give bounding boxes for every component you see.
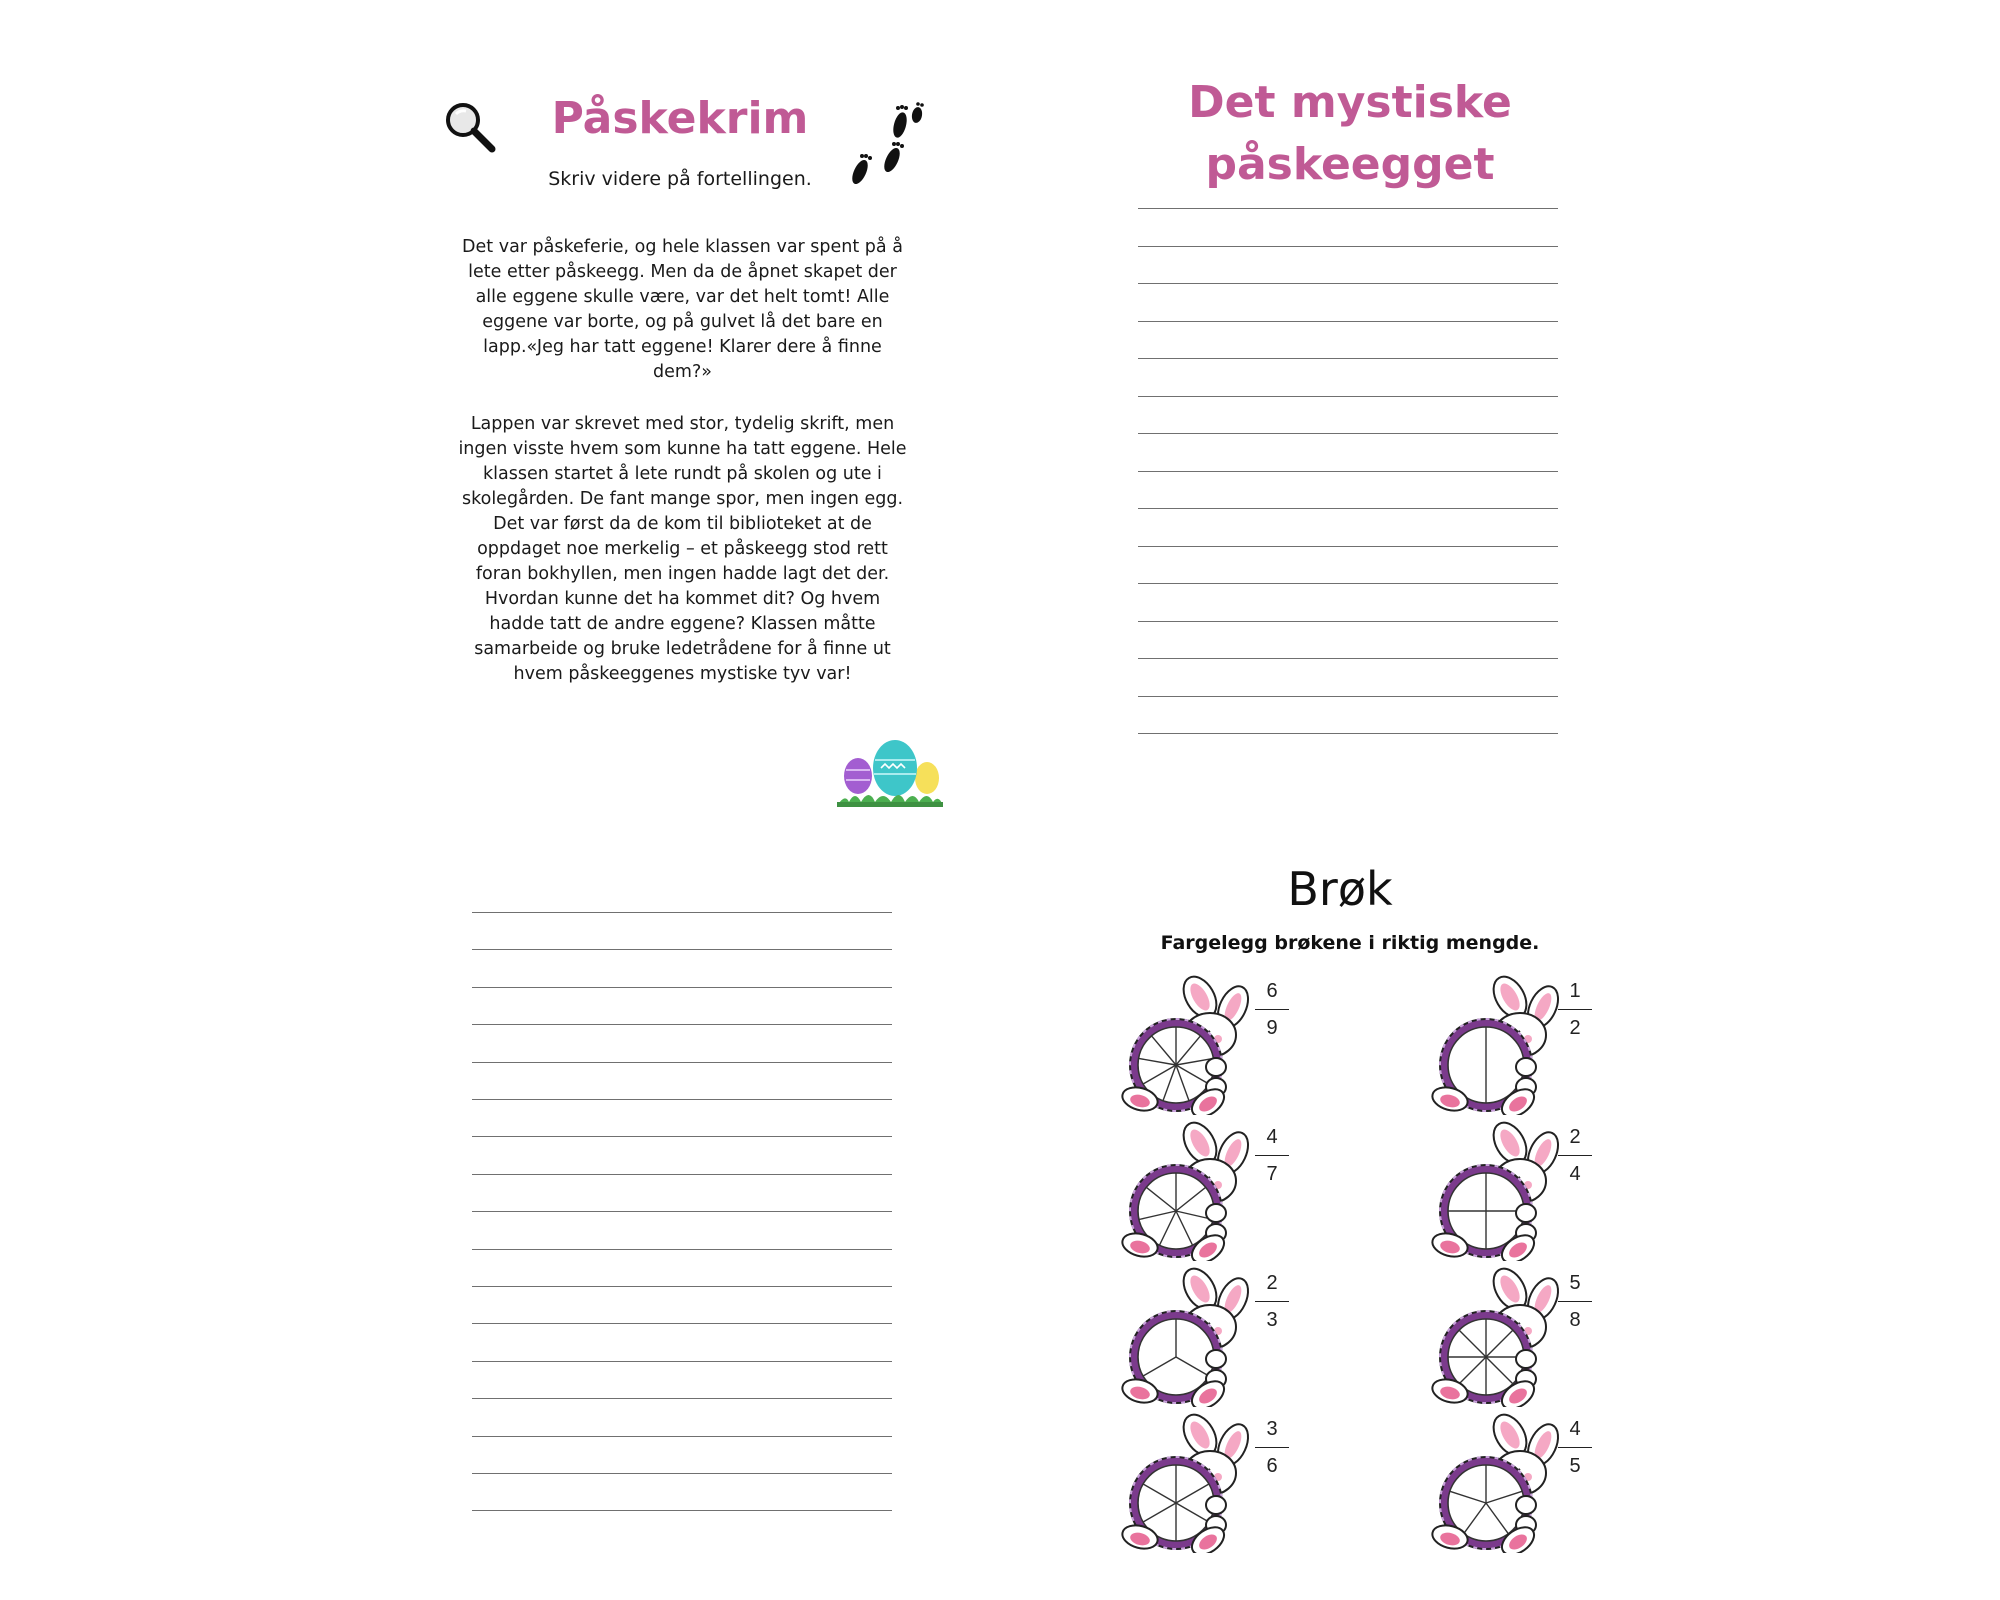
bunny-fraction-circle-icon[interactable]	[1428, 1267, 1568, 1407]
magnifier-icon	[440, 98, 500, 158]
fraction-bar	[1255, 1301, 1289, 1302]
writing-line[interactable]	[472, 1436, 892, 1437]
fraction-bar	[1255, 1447, 1289, 1448]
fraction-denominator: 8	[1569, 1309, 1581, 1331]
writing-line[interactable]	[1138, 583, 1558, 584]
writing-line[interactable]	[1138, 283, 1558, 284]
story-paragraph-2: Lappen var skrevet med stor, tydelig skrift, men ingen visste hvem som kunne ha tatt eggene. Hele klassen startet å lete rundt på skolen og ute i skolegården. De fant mange spor, men ingen egg. Det var først da de kom til biblioteket at de oppdaget noe merkelig – et påskeegg stod rett foran bokhyllen, men ingen hadde lagt det der. Hvordan kunne det ha kommet dit? Og hvem hadde tatt de andre eggene? Klassen måtte samarbeide og bruke ledetrådene for å finne ut hvem påskeeggenes mystiske tyv var!	[458, 414, 907, 684]
fraction-label	[1252, 1269, 1292, 1334]
writing-line[interactable]	[1138, 696, 1558, 697]
fraction-bar	[1558, 1155, 1592, 1156]
bunny-fraction-circle-icon[interactable]	[1118, 975, 1258, 1115]
writing-line[interactable]	[1138, 546, 1558, 547]
fraction-denominator: 6	[1266, 1455, 1278, 1477]
fraction-numerator: 3	[1266, 1418, 1278, 1440]
fraction-numerator: 1	[1569, 980, 1581, 1002]
fraction-denominator: 2	[1569, 1017, 1581, 1039]
footprints-icon	[838, 100, 928, 195]
fraction-denominator: 9	[1266, 1017, 1278, 1039]
fraction-denominator: 3	[1266, 1309, 1278, 1331]
fraction-bar	[1255, 1155, 1289, 1156]
fraction-label	[1555, 977, 1595, 1042]
bunny-fraction-circle-icon[interactable]	[1118, 1413, 1258, 1553]
writing-line[interactable]	[472, 1473, 892, 1474]
easter-eggs-icon	[835, 738, 945, 808]
bunny-fraction-circle-icon[interactable]	[1118, 1121, 1258, 1261]
bunny-fraction-circle-icon[interactable]	[1428, 1121, 1568, 1261]
fractions-instruction: Fargelegg brøkene i riktig mengde.	[1160, 932, 1540, 954]
writing-line[interactable]	[1138, 658, 1558, 659]
writing-line[interactable]	[472, 1062, 892, 1063]
fraction-label	[1555, 1269, 1595, 1334]
writing-lines-mystery[interactable]	[1138, 208, 1558, 743]
writing-line[interactable]	[472, 1398, 892, 1399]
story-subtitle: Skriv videre på fortellingen.	[548, 168, 812, 190]
writing-line[interactable]	[472, 1510, 892, 1511]
fraction-numerator: 6	[1266, 980, 1278, 1002]
writing-line[interactable]	[472, 1174, 892, 1175]
writing-lines-story[interactable]	[472, 912, 892, 1512]
writing-line[interactable]	[1138, 621, 1558, 622]
writing-line[interactable]	[472, 912, 892, 913]
writing-line[interactable]	[1138, 321, 1558, 322]
writing-line[interactable]	[1138, 208, 1558, 209]
fraction-numerator: 4	[1569, 1418, 1581, 1440]
fraction-bar	[1255, 1009, 1289, 1010]
writing-line[interactable]	[472, 949, 892, 950]
mystery-title-line-1: Det mystiske	[1188, 77, 1512, 128]
fraction-label	[1252, 1123, 1292, 1188]
writing-line[interactable]	[472, 987, 892, 988]
writing-line[interactable]	[472, 1211, 892, 1212]
fraction-numerator: 5	[1569, 1272, 1581, 1294]
fraction-label	[1252, 977, 1292, 1042]
writing-line[interactable]	[472, 1024, 892, 1025]
writing-line[interactable]	[472, 1249, 892, 1250]
mystery-title-line-2: påskeegget	[1205, 139, 1495, 190]
writing-line[interactable]	[472, 1099, 892, 1100]
story-title: Påskekrim	[551, 93, 809, 144]
fraction-bar	[1558, 1301, 1592, 1302]
writing-line[interactable]	[1138, 508, 1558, 509]
writing-line[interactable]	[1138, 433, 1558, 434]
story-paragraph-1: Det var påskeferie, og hele klassen var spent på å lete etter påskeegg. Men da de åpnet skapet der alle eggene skulle være, var det helt tomt! Alle eggene var borte, og på gulvet lå det bare en lapp.«Jeg har tatt eggene! Klarer dere å finne dem?»	[462, 237, 903, 382]
fraction-label	[1555, 1415, 1595, 1480]
fraction-numerator: 2	[1266, 1272, 1278, 1294]
fraction-bar	[1558, 1009, 1592, 1010]
bunny-fraction-circle-icon[interactable]	[1428, 1413, 1568, 1553]
writing-line[interactable]	[1138, 358, 1558, 359]
fraction-numerator: 2	[1569, 1126, 1581, 1148]
fraction-denominator: 4	[1569, 1163, 1581, 1185]
writing-line[interactable]	[472, 1136, 892, 1137]
writing-line[interactable]	[1138, 396, 1558, 397]
writing-line[interactable]	[472, 1286, 892, 1287]
fraction-bar	[1558, 1447, 1592, 1448]
writing-line[interactable]	[1138, 246, 1558, 247]
fraction-label	[1252, 1415, 1292, 1480]
fraction-denominator: 7	[1266, 1163, 1278, 1185]
fraction-denominator: 5	[1569, 1455, 1581, 1477]
writing-line[interactable]	[1138, 471, 1558, 472]
bunny-fraction-circle-icon[interactable]	[1428, 975, 1568, 1115]
bunny-fraction-circle-icon[interactable]	[1118, 1267, 1258, 1407]
writing-line[interactable]	[472, 1323, 892, 1324]
writing-line[interactable]	[472, 1361, 892, 1362]
fractions-title: Brøk	[1287, 862, 1393, 916]
fraction-label	[1555, 1123, 1595, 1188]
fraction-numerator: 4	[1266, 1126, 1278, 1148]
writing-line[interactable]	[1138, 733, 1558, 734]
mystery-title	[1090, 72, 1610, 196]
